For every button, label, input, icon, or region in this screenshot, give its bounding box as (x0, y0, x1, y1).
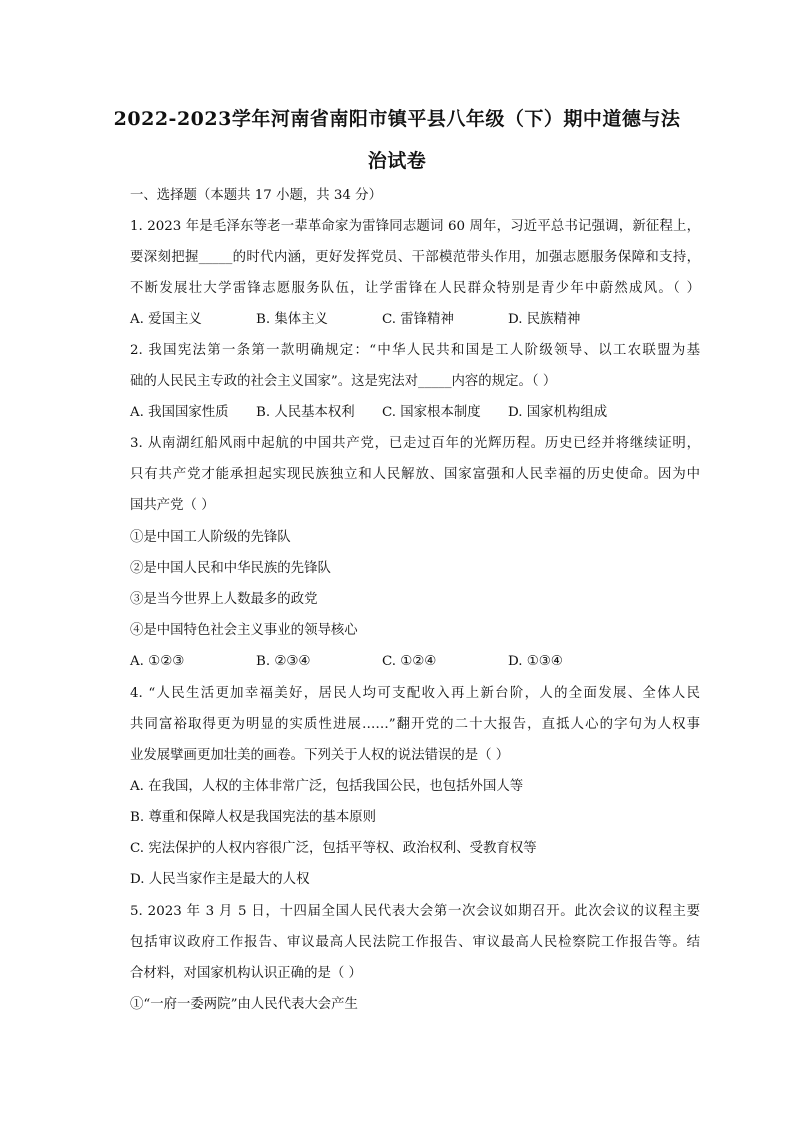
q4-option-c[interactable]: C. 宪法保护的人权内容很广泛，包括平等权、政治权利、受教育权等 (130, 841, 537, 856)
q1-option-c[interactable]: C. 雷锋精神 (382, 312, 454, 327)
exam-title-line2: 治试卷 (367, 150, 427, 172)
q3-stem-line3: 国共产党（ ） (130, 498, 215, 513)
q2-options (130, 403, 700, 423)
q4-option-a[interactable]: A. 在我国，人权的主体非常广泛，包括我国公民，也包括外国人等 (130, 779, 524, 794)
q5-statement-1: ①“一府一委两院”由人民代表大会产生 (130, 997, 358, 1012)
q2-stem-line2: 础的人民民主专政的社会主义国家”。这是宪法对_____内容的规定。（ ） (130, 374, 557, 389)
q3-stem-line2: 只有共产党才能承担起实现民族独立和人民解放、国家富强和人民幸福的历史使命。因为中 (130, 467, 700, 482)
q5-stem-line2: 包括审议政府工作报告、审议最高人民法院工作报告、审议最高人民检察院工作报告等。结 (130, 935, 700, 950)
q4-stem-line3: 业发展擘画更加壮美的画卷。下列关于人权的说法错误的是（ ） (130, 748, 510, 763)
q3-option-a[interactable]: A. ①②③ (130, 654, 185, 669)
q1-options (130, 310, 700, 330)
q2-option-b[interactable]: B. 人民基本权利 (256, 405, 355, 420)
q3-option-c[interactable]: C. ①②④ (382, 654, 437, 669)
section-heading-choice: 一、选择题（本题共 17 小题，共 34 分） (130, 188, 382, 203)
q1-stem-line3: 不断发展壮大学雷锋志愿服务队伍，让学雷锋在人民群众特别是青少年中蔚然成风。（ ） (130, 281, 700, 296)
q3-stem-line1: 3. 从南湖红船风雨中起航的中国共产党，已走过百年的光辉历程。历史已经并将继续证明， (130, 436, 700, 451)
q1-option-b[interactable]: B. 集体主义 (256, 312, 328, 327)
q3-statement-1: ①是中国工人阶级的先锋队 (130, 530, 291, 545)
q3-options (130, 652, 700, 672)
q4-stem-line2: 共同富裕取得更为明显的实质性进展……”翻开党的二十大报告，直抵人心的字句为人权事 (130, 717, 700, 732)
q3-option-d[interactable]: D. ①③④ (508, 654, 563, 669)
q3-statement-3: ③是当今世界上人数最多的政党 (130, 592, 318, 607)
q3-option-b[interactable]: B. ②③④ (256, 654, 311, 669)
q2-option-d[interactable]: D. 国家机构组成 (508, 405, 608, 420)
q2-stem-line1: 2. 我国宪法第一条第一款明确规定：“中华人民共和国是工人阶级领导、以工农联盟为基 (130, 343, 700, 358)
q1-stem-line1: 1. 2023 年是毛泽东等老一辈革命家为雷锋同志题词 60 周年，习近平总书记强调，新征程上， (130, 219, 700, 234)
q2-option-a[interactable]: A. 我国国家性质 (130, 405, 229, 420)
q3-statement-4: ④是中国特色社会主义事业的领导核心 (130, 623, 358, 638)
q4-option-b[interactable]: B. 尊重和保障人权是我国宪法的基本原则 (130, 810, 376, 825)
q5-stem-line3: 合材料，对国家机构认识正确的是（ ） (130, 966, 362, 981)
q2-option-c[interactable]: C. 国家根本制度 (382, 405, 481, 420)
q1-stem-line2: 要深刻把握_____的时代内涵，更好发挥党员、干部模范带头作用，加强志愿服务保障和支持， (130, 250, 700, 265)
q3-statement-2: ②是中国人民和中华民族的先锋队 (130, 561, 331, 576)
q4-stem-line1: 4. “人民生活更加幸福美好，居民人均可支配收入再上新台阶，人的全面发展、全体人民 (130, 686, 700, 701)
q1-option-a[interactable]: A. 爱国主义 (130, 312, 202, 327)
q1-option-d[interactable]: D. 民族精神 (508, 312, 581, 327)
exam-title-line1: 2022-2023学年河南省南阳市镇平县八年级（下）期中道德与法 (113, 108, 681, 130)
q4-option-d[interactable]: D. 人民当家作主是最大的人权 (130, 872, 310, 887)
q5-stem-line1: 5. 2023 年 3 月 5 日，十四届全国人民代表大会第一次会议如期召开。此次会议的议程主要 (130, 904, 700, 919)
